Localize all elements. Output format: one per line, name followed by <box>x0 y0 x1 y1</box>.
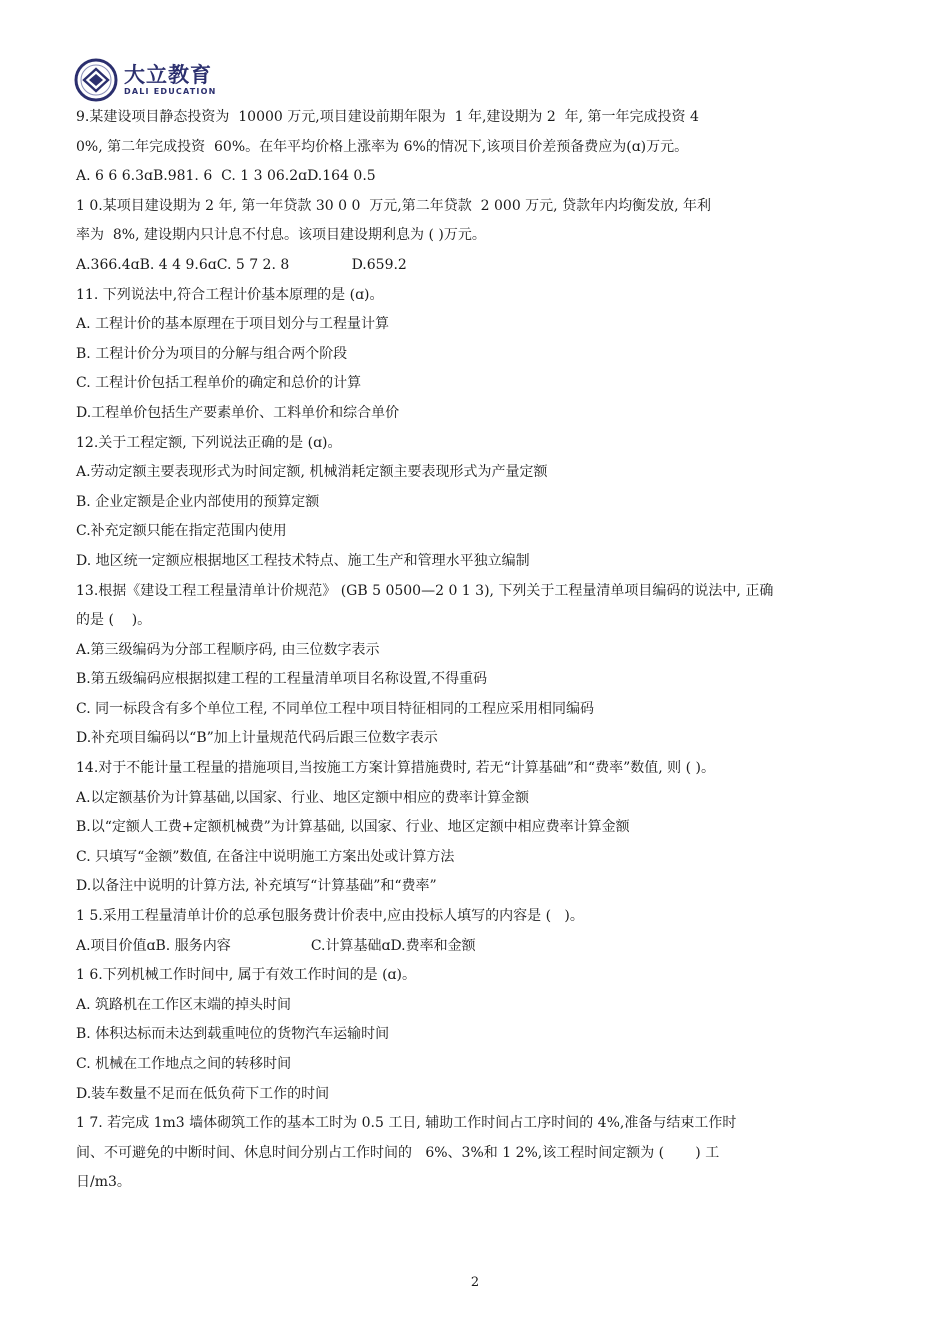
text-line: A. 6 6 6.3ɑB.981. 6 C. 1 3 06.2ɑD.164 0.5 <box>76 168 376 185</box>
page-number: 2 <box>470 1275 480 1290</box>
text-line: 1 5.采用工程量清单计价的总承包服务费计价表中,应由投标人填写的内容是 ( )。 <box>76 908 584 925</box>
text-line: 9.某建设项目静态投资为 10000 万元,项目建设前期年限为 1 年,建设期为 2 年, 第一年完成投资 4 <box>76 109 699 125</box>
text-line: 14.对于不能计量工程量的措施项目,当按施工方案计算措施费时, 若无“计算基础”和“费率”数值, 则 ( )。 <box>76 760 715 777</box>
text-line: C. 同一标段含有多个单位工程, 不同单位工程中项目特征相同的工程应采用相同编码 <box>76 700 595 717</box>
logo-english-name: DALI EDUCATION <box>124 87 217 96</box>
text-line: C. 工程计价包括工程单价的确定和总价的计算 <box>76 375 362 392</box>
text-line: C.补充定额只能在指定范围内使用 <box>76 523 287 540</box>
text-line: D. 地区统一定额应根据地区工程技术特点、施工生产和管理水平独立编制 <box>76 552 530 569</box>
text-line: B.第五级编码应根据拟建工程的工程量清单项目名称设置,不得重码 <box>76 671 488 688</box>
dali-seal-icon <box>74 58 118 102</box>
text-line: B. 企业定额是企业内部使用的预算定额 <box>76 493 320 510</box>
text-line: 12.关于工程定额, 下列说法正确的是 (ɑ)。 <box>76 434 342 451</box>
text-line: 的是 ( )。 <box>76 612 152 629</box>
text-line: B. 体积达标而未达到载重吨位的货物汽车运输时间 <box>76 1026 390 1043</box>
text-line: 率为 8%, 建设期内只计息不付息。该项目建设期利息为 ( )万元。 <box>76 227 486 244</box>
brand-logo <box>74 58 216 102</box>
text-line: 11. 下列说法中,符合工程计价基本原理的是 (ɑ)。 <box>76 286 384 303</box>
text-line: B.以“定额人工费+定额机械费”为计算基础, 以国家、行业、地区定额中相应费率计算金额 <box>76 819 630 836</box>
text-line: D.以备注中说明的计算方法, 补充填写“计算基础”和“费率” <box>76 878 437 895</box>
text-line: 1 6.下列机械工作时间中, 属于有效工作时间的是 (ɑ)。 <box>76 967 416 984</box>
logo-chinese-name: 大立教育 <box>124 63 212 87</box>
text-line: A. 工程计价的基本原理在于项目划分与工程量计算 <box>76 316 390 333</box>
text-line: 0%, 第二年完成投资 60%。在年平均价格上涨率为 6%的情况下,该项目价差预备费应为(ɑ)万元。 <box>76 138 689 155</box>
text-line: A.项目价值ɑB. 服务内容 C.计算基础ɑD.费率和金额 <box>76 937 476 954</box>
text-line: D.工程单价包括生产要素单价、工料单价和综合单价 <box>76 404 400 421</box>
text-line: A. 筑路机在工作区末端的掉头时间 <box>76 996 292 1013</box>
text-line: D.装车数量不足而在低负荷下工作的时间 <box>76 1085 330 1102</box>
text-line: 1 7. 若完成 1m3 墙体砌筑工作的基本工时为 0.5 工日, 辅助工作时间占工序时间的 4%,准备与结束工作时 <box>76 1115 737 1132</box>
text-line: 间、不可避免的中断时间、休息时间分别占工作时间的 6%、3%和 1 2%,该工程时间定额为 ( ) 工 <box>76 1144 720 1161</box>
document-body <box>76 103 906 1198</box>
text-line: A.366.4ɑB. 4 4 9.6ɑC. 5 7 2. 8 D.659.2 <box>76 256 407 273</box>
text-line: C. 机械在工作地点之间的转移时间 <box>76 1056 292 1072</box>
text-line: A.劳动定额主要表现形式为时间定额, 机械消耗定额主要表现形式为产量定额 <box>76 464 548 481</box>
text-line: A.以定额基价为计算基础,以国家、行业、地区定额中相应的费率计算金额 <box>76 789 530 806</box>
text-line: 1 0.某项目建设期为 2 年, 第一年贷款 30 0 0 万元,第二年贷款 2 000 万元, 贷款年内均衡发放, 年利 <box>76 197 711 214</box>
text-line: 日/m3。 <box>76 1174 131 1191</box>
text-line: C. 只填写“金额”数值, 在备注中说明施工方案出处或计算方法 <box>76 848 455 865</box>
text-line: 13.根据《建设工程工程量清单计价规范》 (GB 5 0500—2 0 1 3), 下列关于工程量清单项目编码的说法中, 正确 <box>76 582 774 599</box>
text-line: D.补充项目编码以“B”加上计量规范代码后跟三位数字表示 <box>76 730 438 747</box>
text-line: B. 工程计价分为项目的分解与组合两个阶段 <box>76 345 348 362</box>
text-line: A.第三级编码为分部工程顺序码, 由三位数字表示 <box>76 641 380 658</box>
